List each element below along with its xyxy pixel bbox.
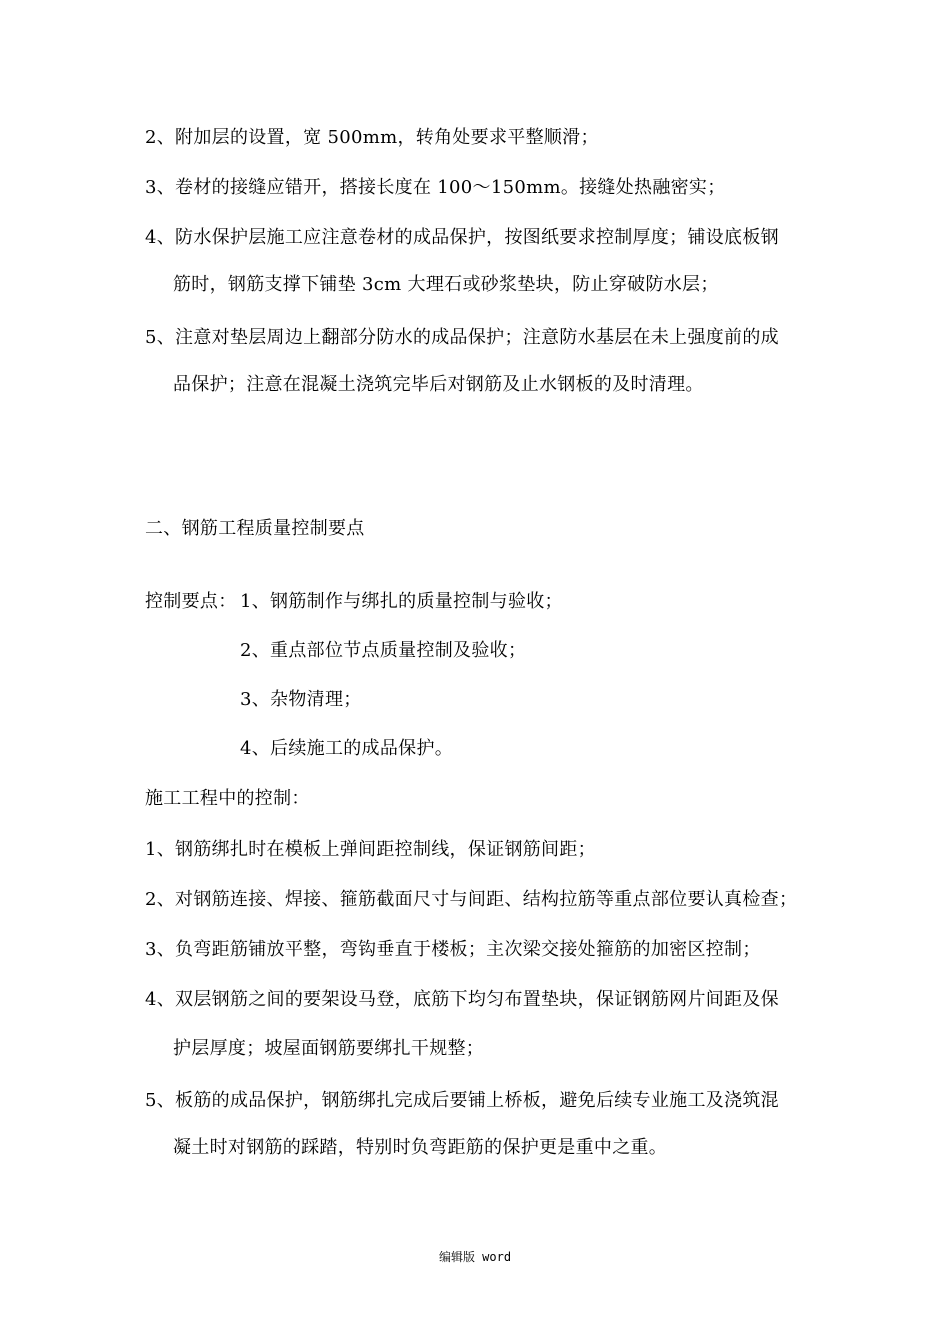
process-item: 2、对钢筋连接、焊接、箍筋截面尺寸与间距、结构拉筋等重点部位要认真检查； bbox=[145, 889, 798, 910]
process-item: 凝土时对钢筋的踩踏，特别时负弯距筋的保护更是重中之重。 bbox=[173, 1137, 668, 1158]
process-item: 3、负弯距筋铺放平整，弯钩垂直于楼板；主次梁交接处箍筋的加密区控制； bbox=[145, 939, 761, 960]
control-point: 3、杂物清理； bbox=[240, 689, 362, 710]
paragraph-line: 4、防水保护层施工应注意卷材的成品保护，按图纸要求控制厚度；铺设底板钢 bbox=[145, 227, 779, 248]
process-item: 5、板筋的成品保护，钢筋绑扎完成后要铺上桥板，避免后续专业施工及浇筑混 bbox=[145, 1090, 779, 1111]
control-point: 4、后续施工的成品保护。 bbox=[240, 738, 454, 759]
section-heading: 二、钢筋工程质量控制要点 bbox=[145, 518, 365, 539]
control-label: 控制要点： bbox=[145, 591, 237, 612]
paragraph-line: 品保护；注意在混凝土浇筑完毕后对钢筋及止水钢板的及时清理。 bbox=[173, 374, 704, 395]
paragraph-line: 5、注意对垫层周边上翻部分防水的成品保护；注意防水基层在未上强度前的成 bbox=[145, 327, 779, 348]
control-point: 1、钢筋制作与绑扎的质量控制与验收； bbox=[240, 591, 563, 612]
process-item: 1、钢筋绑扎时在模板上弹间距控制线，保证钢筋间距； bbox=[145, 839, 596, 860]
paragraph-line: 2、附加层的设置，宽 500mm，转角处要求平整顺滑； bbox=[145, 127, 599, 148]
process-item: 4、双层钢筋之间的要架设马登，底筋下均匀布置垫块，保证钢筋网片间距及保 bbox=[145, 989, 779, 1010]
process-heading: 施工工程中的控制： bbox=[145, 788, 310, 809]
process-item: 护层厚度；坡屋面钢筋要绑扎干规整； bbox=[173, 1038, 485, 1059]
paragraph-line: 筋时，钢筋支撑下铺垫 3cm 大理石或砂浆垫块，防止穿破防水层； bbox=[173, 274, 719, 295]
page-footer: 编辑版 word bbox=[438, 1250, 512, 1264]
control-point: 2、重点部位节点质量控制及验收； bbox=[240, 640, 527, 661]
paragraph-line: 3、卷材的接缝应错开，搭接长度在 100～150mm。接缝处热融密实； bbox=[145, 177, 726, 198]
